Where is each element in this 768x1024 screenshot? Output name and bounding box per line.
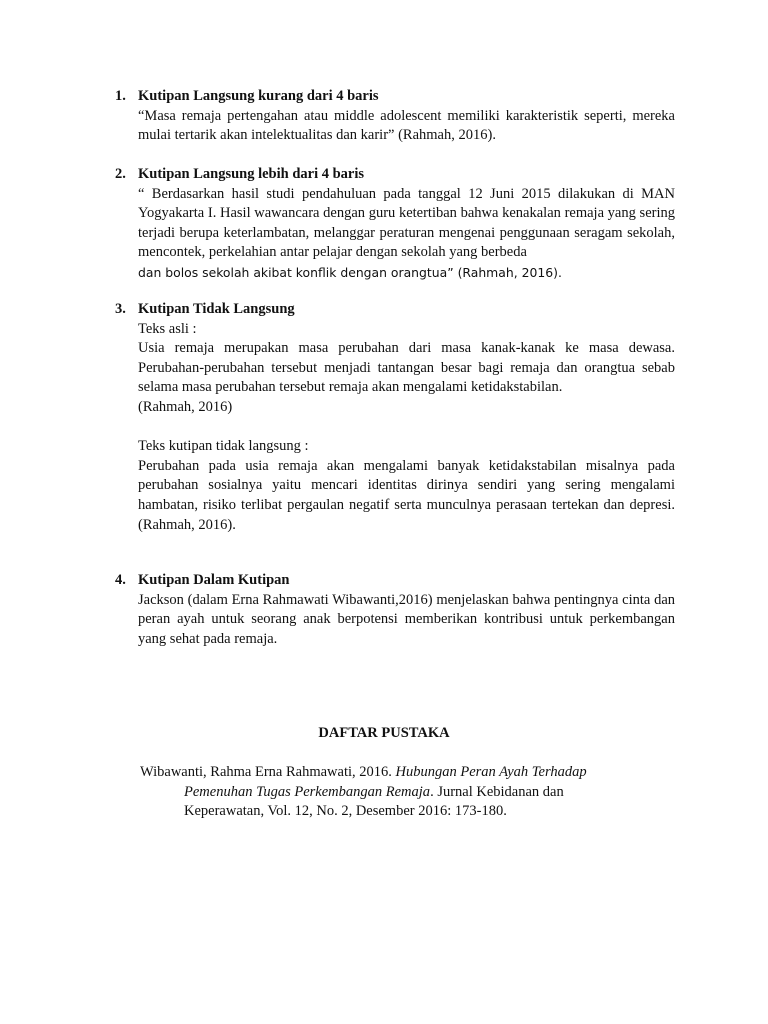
section-3-number: 3. [115,301,126,317]
section-2 [115,165,675,283]
section-3-heading: Kutipan Tidak Langsung [138,301,295,317]
section-1 [115,87,675,146]
reference-authors-year: Wibawanti, Rahma Erna Rahmawati, 2016. [140,764,396,780]
paraphrase-text: Perubahan pada usia remaja akan mengalami banyak ketidakstabilan misalnya pada perubahan sosialnya yaitu mencari identitas dirinya sendiri yang sering mengalami hambatan, risiko terlibat pergaulan negatif serta munculnya perasaan tertekan dan depresi. (Rahmah, 2016). [138,457,675,533]
reference-line-1 [140,763,680,783]
reference-line-2 [140,783,680,803]
paraphrase-label: Teks kutipan tidak langsung : [138,438,309,455]
section-1-heading: Kutipan Langsung kurang dari 4 baris [138,88,379,104]
original-text: Usia remaja merupakan masa perubahan dari masa kanak-kanak ke masa dewasa. Perubahan-perubahan tersebut menjadi tantangan besar bagi remaja dan orangtua sebab selama masa perubahan tersebut remaja akan mengalami ketidakstabilan. [138,340,675,396]
section-4-number: 4. [115,572,126,588]
section-2-number: 2. [115,166,126,182]
section-2-quote-tail: dan bolos sekolah akibat konflik dengan orangtua” (Rahmah, 2016). [138,264,562,280]
reference-title-part-1: Hubungan Peran Ayah Terhadap [395,764,587,780]
section-4 [115,571,675,649]
original-text-citation: (Rahmah, 2016) [138,398,233,415]
reference-journal-part-1: . Jurnal Kebidanan dan [430,783,564,800]
original-text-label: Teks asli : [138,320,197,337]
section-4-text: Jackson (dalam Erna Rahmawati Wibawanti,2016) menjelaskan bahwa pentingnya cinta dan peran ayah untuk seorang anak berpotensi memberikan kontribusi untuk perkembangan yang sehat pada remaja. [138,591,675,647]
reference-title-part-2: Pemenuhan Tugas Perkembangan Remaja [184,783,431,800]
section-2-heading: Kutipan Langsung lebih dari 4 baris [138,166,365,182]
bibliography-title: DAFTAR PUSTAKA [318,725,450,741]
section-2-quote: “ Berdasarkan hasil studi pendahuluan pada tanggal 12 Juni 2015 dilakukan di MAN Yogyakarta I. Hasil wawancara dengan guru ketertiban bahwa kenakalan remaja yang sering terjadi berupa keterlambatan, melanggar peraturan mengenai penggunaan seragam sekolah, mencontek, perkelahian antar pelajar dengan sekolah yang berbeda [138,185,675,261]
bibliography-entry [140,763,680,822]
section-3 [115,300,675,535]
section-4-heading: Kutipan Dalam Kutipan [138,572,290,588]
reference-line-3: Keperawatan, Vol. 12, No. 2, Desember 2016: 173-180. [184,803,507,820]
section-1-quote: “Masa remaja pertengahan atau middle adolescent memiliki karakteristik seperti, mereka mulai tertarik akan intelektualitas dan karir” (Rahmah, 2016). [138,107,675,144]
section-1-number: 1. [115,88,126,104]
